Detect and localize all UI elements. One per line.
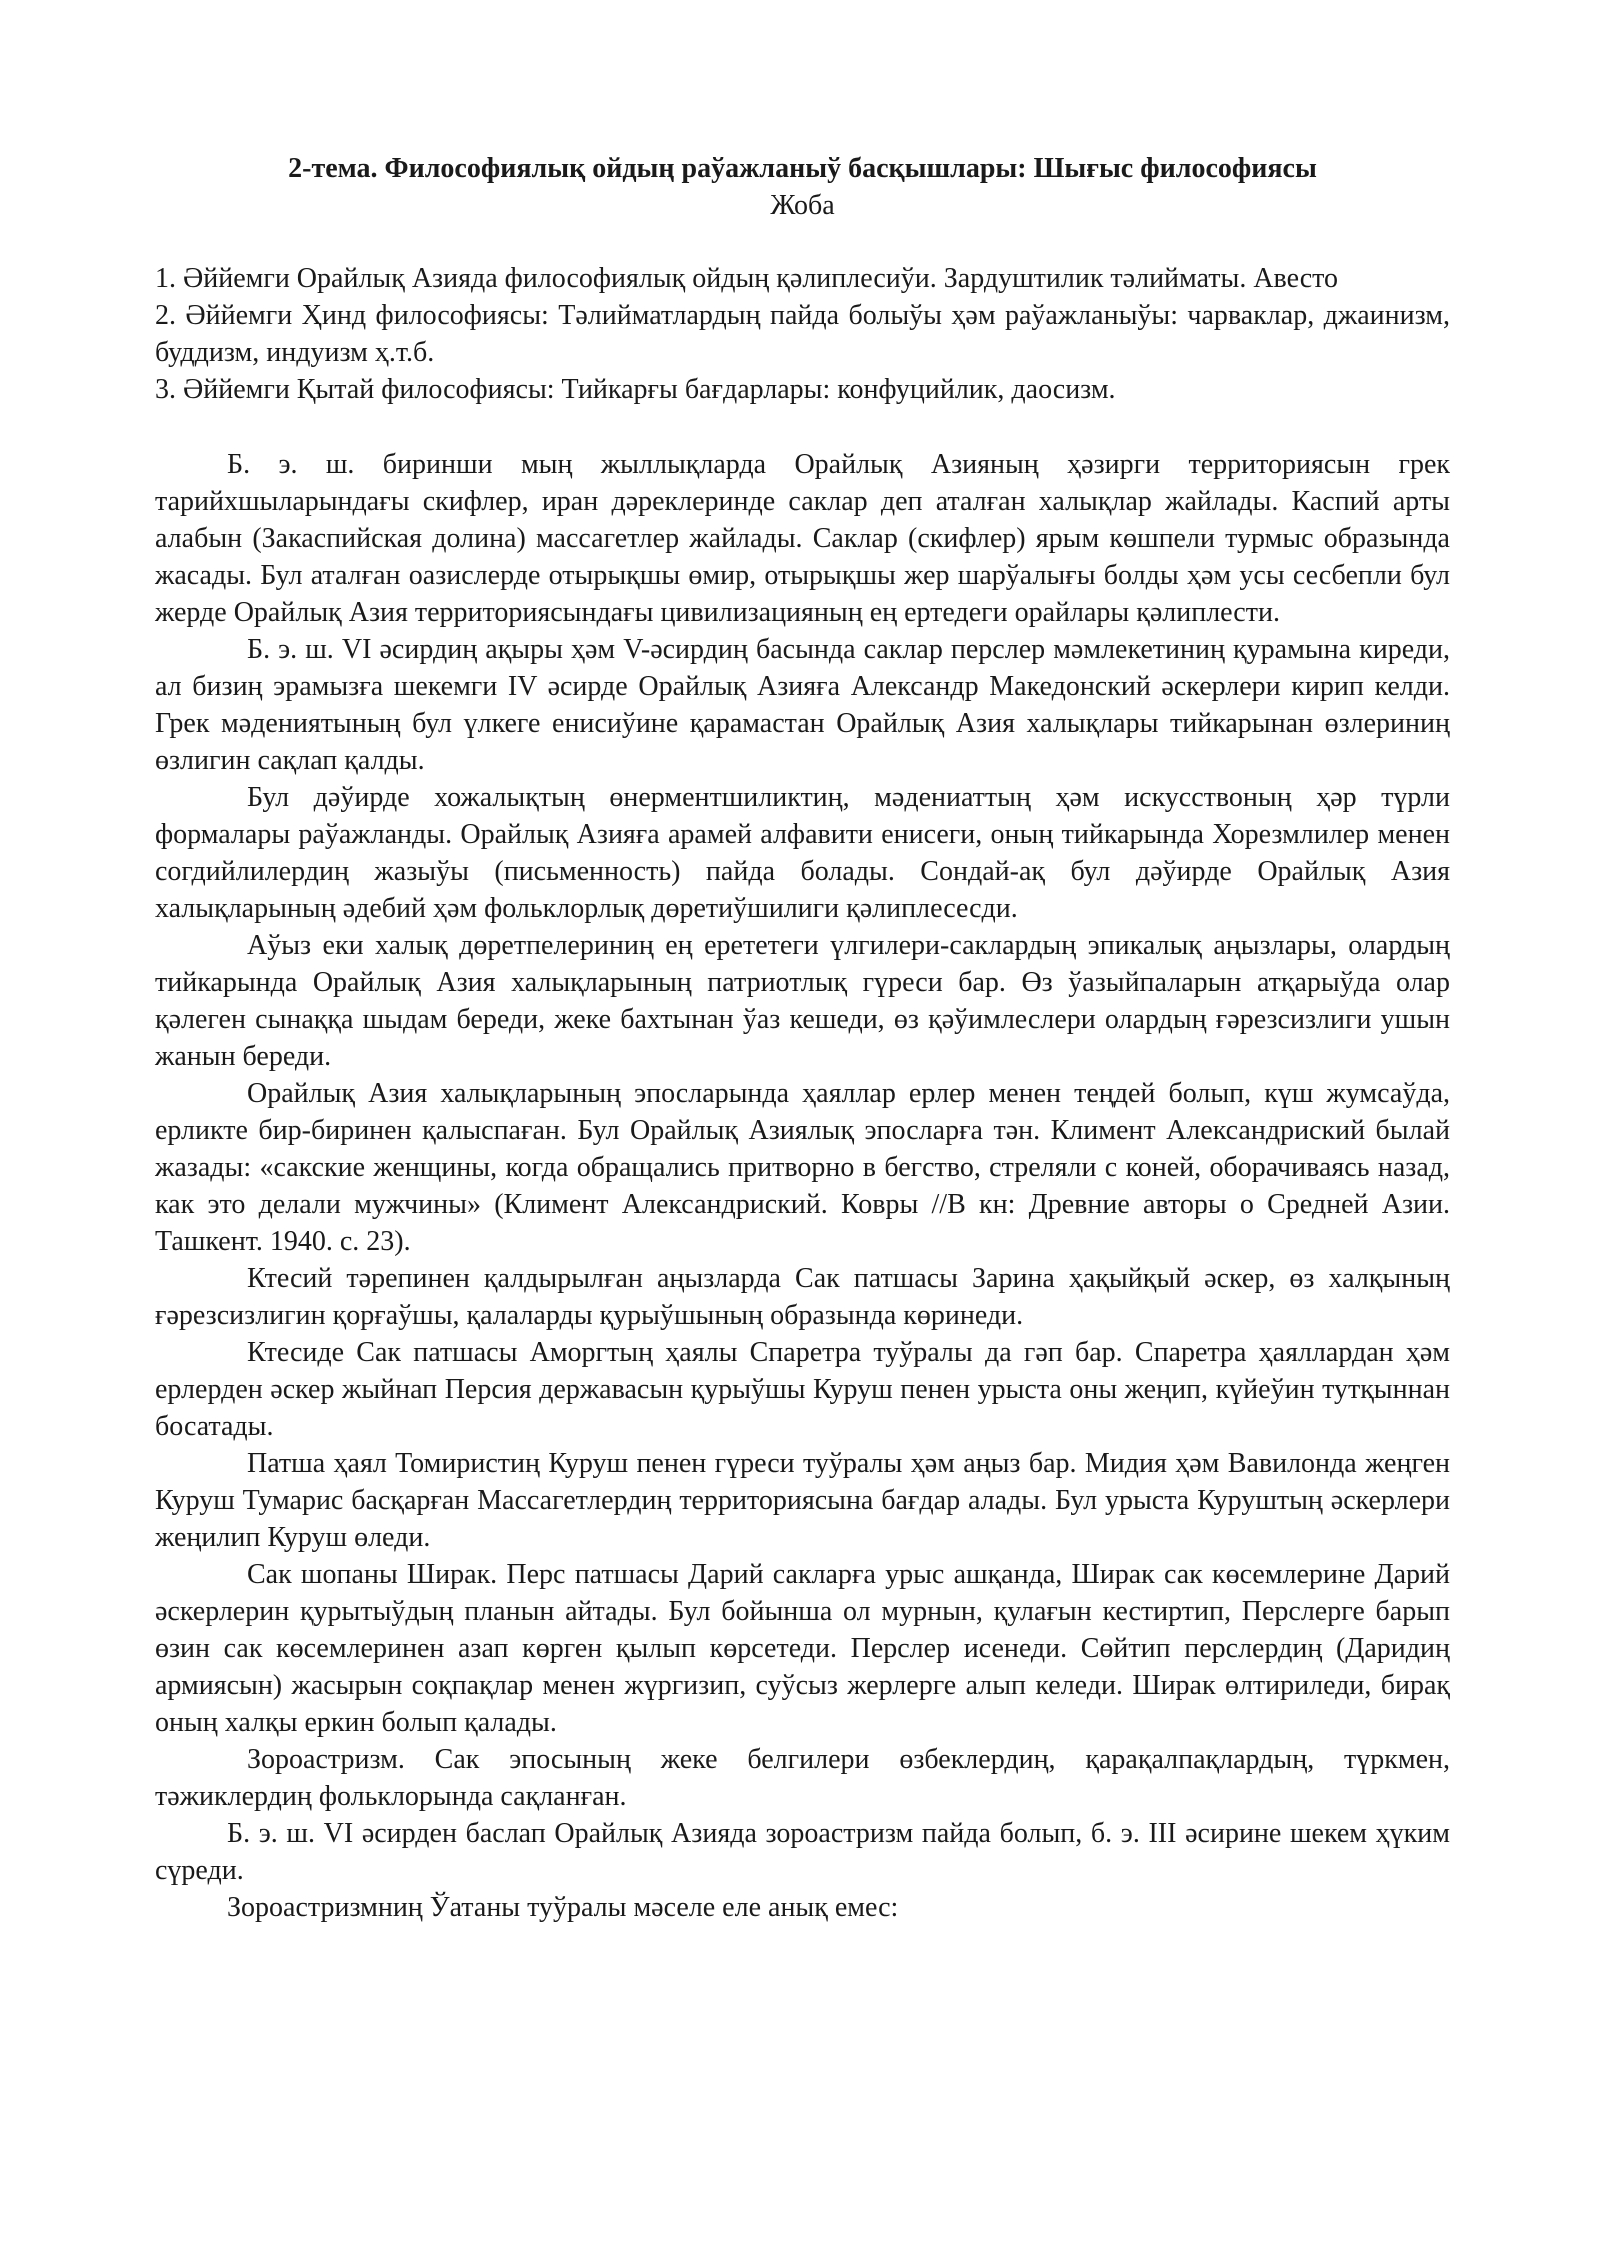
document-subtitle: Жоба: [770, 190, 835, 221]
document-page: [155, 150, 1450, 1926]
paragraph-6: Ктесий тәрепинен қалдырылған аңызларда Сак патшасы Зарина ҳақыйқый әскер, өз халқының ғәрезсизлигин қорғаўшы, қалаларды қурыўшының образында көринеди.: [155, 1263, 1450, 1331]
paragraph-12: Зороастризмниң Ўатаны туўралы мәселе еле анық емес:: [227, 1892, 899, 1923]
paragraph-8: Патша ҳаял Томиристиң Куруш пенен гүреси туўралы ҳәм аңыз бар. Мидия ҳәм Вавилонда жеңген Куруш Тумарис басқарған Массагетлердиң территориясына бағдар алады. Бул урыста Куруштың әскерлери жеңилип Куруш өледи.: [155, 1448, 1450, 1553]
paragraph-4: Аўыз еки халық дөретпелериниң ең ерететеги үлгилери-саклардың эпикалық аңызлары, олардың тийкарында Орайлық Азия халықларының патриотлық гүреси бар. Өз ўазыйпаларын атқарыўда олар қәлеген сынаққа шыдам береди, жеке бахтынан ўаз кешеди, өз қәўимлеслери олардың ғәрезсизлиги ушын жанын береди.: [155, 930, 1450, 1072]
paragraph-11: Б. э. ш. VI әсирден баслап Орайлық Азияда зороастризм пайда болып, б. э. III әсирине шекем ҳүким сүреди.: [155, 1818, 1450, 1886]
paragraph-2: Б. э. ш. VI әсирдиң ақыры ҳәм V-әсирдиң басында саклар перслер мәмлекетиниң қурамына киреди, ал бизиң эрамызға шекемги IV әсирде Орайлық Азияға Александр Македонский әскерлери кирип келди. Грек мәдениятының бул үлкеге енисиўине қарамастан Орайлық Азия халықлары тийкарынан өзлериниң өзлигин сақлап қалды.: [155, 634, 1450, 776]
paragraph-3: Бул дәўирде хожалықтың өнерментшиликтиң, мәдениаттың ҳәм искусствоның ҳәр түрли формалары раўажланды. Орайлық Азияға арамей алфавити енисеги, оның тийкарында Хорезмлилер менен согдийлилердиң жазыўы (письменность) пайда болады. Сондай-ақ бул дәўирде Орайлық Азия халықларының әдебий ҳәм фольклорлық дөретиўшилиги қәлиплесесди.: [155, 782, 1450, 924]
paragraph-5: Орайлық Азия халықларының эпосларында ҳаяллар ерлер менен теңдей болып, күш жумсаўда, ерликте бир-биринен қалыспаған. Бул Орайлық Азиялық эпосларға тән. Климент Александриский былай жазады: «сакские женщины, когда обращались притворно в бегство, стреляли с коней, оборачиваясь назад, как это делали мужчины» (Климент Александриский. Ковры //В кн: Древние авторы о Средней Азии. Ташкент. 1940. с. 23).: [155, 1078, 1450, 1257]
paragraph-1: Б. э. ш. биринши мың жыллықларда Орайлық Азияның ҳәзирги территориясын грек тарийхшыларындағы скифлер, иран дәреклеринде саклар деп аталған халықлар жайлады. Каспий арты алабын (Закаспийская долина) массагетлер жайлады. Саклар (скифлер) ярым көшпели турмыс образында жасады. Бул аталған оазислерде отырықшы өмир, отырықшы жер шарўалығы болды ҳәм усы сесбепли бул жерде Орайлық Азия территориясындағы цивилизацияның ең ертедеги орайлары қәлиплести.: [155, 449, 1450, 628]
paragraph-9: Сак шопаны Ширак. Перс патшасы Дарий сакларға урыс ашқанда, Ширак сак көсемлерине Дарий әскерлерин қурытыўдың планын айтады. Бул бойынша ол мурнын, қулағын кестиртип, Перслерге барып өзин сак көсемлеринен азап көрген қылып көрсетеди. Перслер исенеди. Сөйтип перслердиң (Даридиң армиясын) жасырын соқпақлар менен жүргизип, суўсыз жерлерге алып келеди. Ширак өлтириледи, бирақ оның халқы еркин болып қалады.: [155, 1559, 1450, 1738]
paragraph-10: Зороастризм. Сак эпосының жеке белгилери өзбеклердиң, қарақалпақлардың, түркмен, тәжиклердиң фольклорында сақланған.: [155, 1744, 1450, 1812]
document-title: 2-тема. Философиялық ойдың раўажланыў басқышлары: Шығыс философиясы: [288, 153, 1317, 184]
document-body: [155, 446, 1450, 1926]
plan-item-2: 2. Әййемги Ҳинд философиясы: Тәлийматлардың пайда болыўы ҳәм раўажланыўы: чарваклар, джаинизм, буддизм, индуизм ҳ.т.б.: [155, 300, 1450, 368]
paragraph-7: Ктесиде Сак патшасы Аморгтың ҳаялы Спаретра туўралы да гәп бар. Спаретра ҳаяллардан ҳәм ерлерден әскер жыйнап Персия державасын қурыўшы Куруш пенен урыста оны жеңип, күйеўин тутқыннан босатады.: [155, 1337, 1450, 1442]
plan-item-1: 1. Әййемги Орайлық Азияда философиялық ойдың қәлиплесиўи. Зардуштилик тәлийматы. Авесто: [155, 263, 1339, 294]
plan-item-3: 3. Әййемги Қытай философиясы: Тийкарғы бағдарлары: конфуцийлик, даосизм.: [155, 374, 1116, 405]
plan-list: [155, 260, 1450, 408]
